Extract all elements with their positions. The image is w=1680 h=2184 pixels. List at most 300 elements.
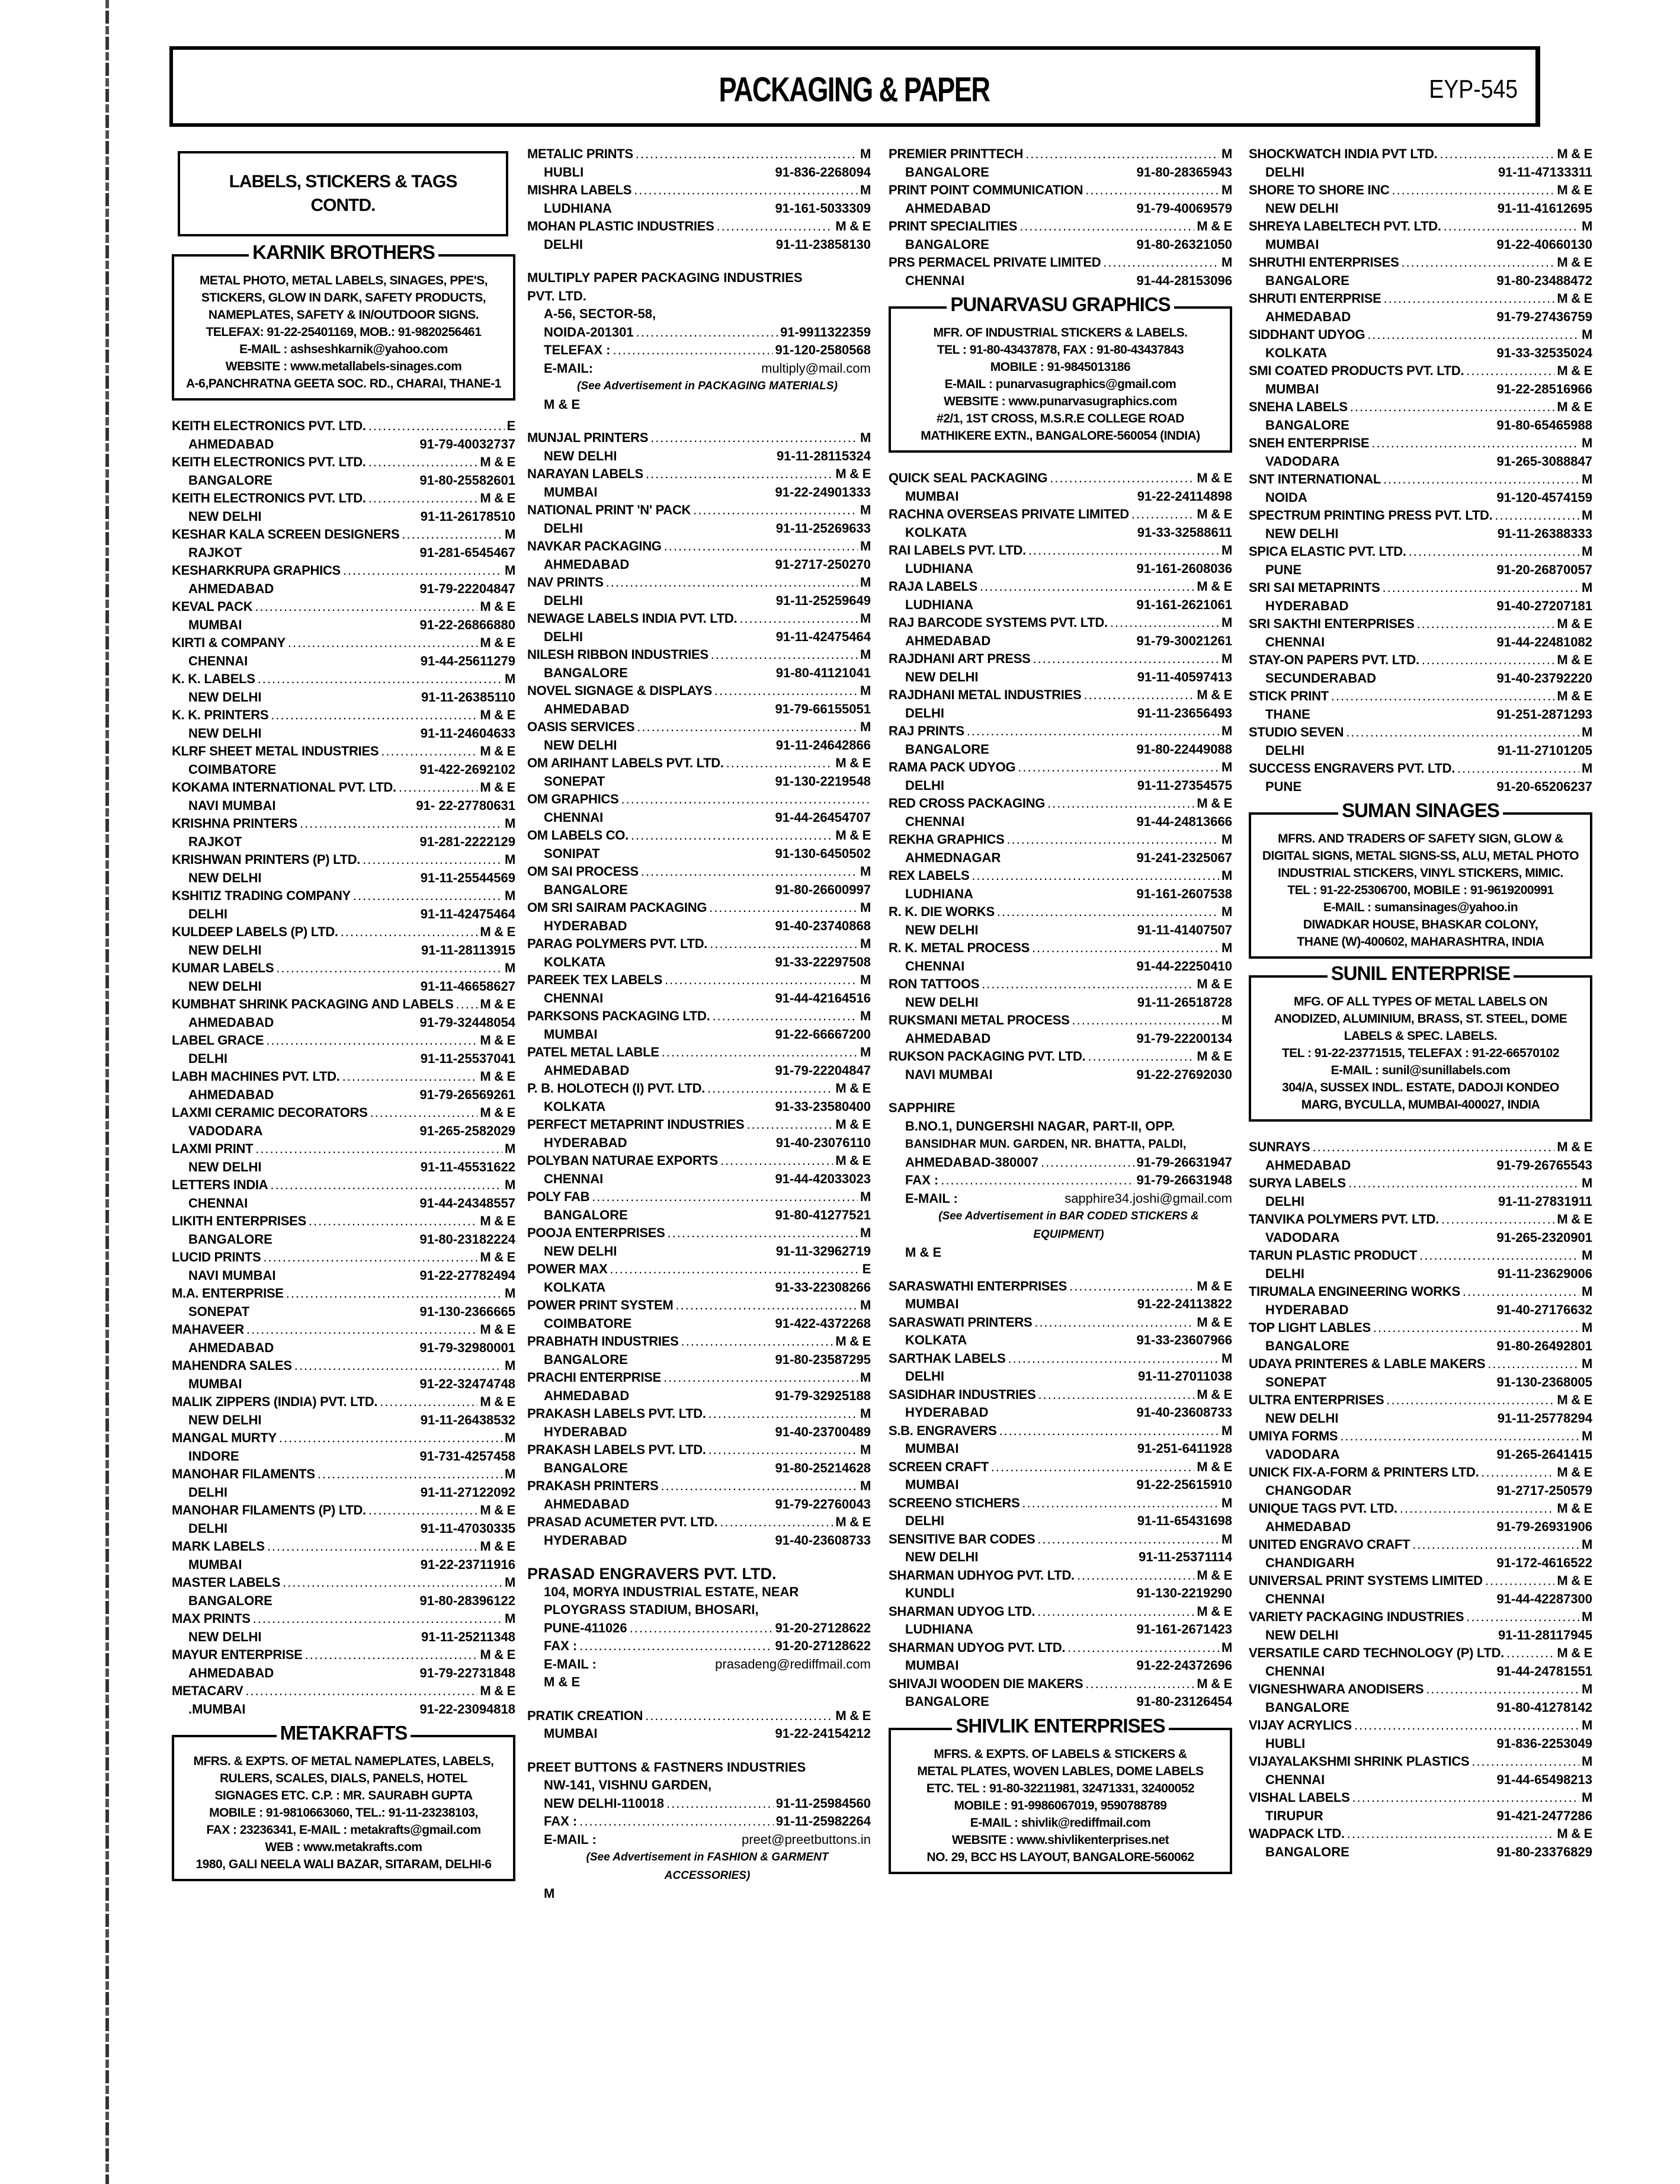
listing-entry: [172, 1285, 515, 1321]
phone: 91-11-41407507: [1137, 922, 1232, 937]
listing-type: M & E: [1557, 1212, 1592, 1227]
entry-location-row: [1249, 633, 1592, 652]
leader-dots: [708, 1405, 858, 1423]
phone: 91-11-47133311: [1498, 164, 1592, 180]
phone: 91-11-46658627: [420, 978, 515, 994]
entry-location-row: [1249, 1771, 1592, 1789]
city: AHMEDABAD: [544, 556, 630, 572]
company-name: LIKITH ENTERPRISES: [172, 1213, 306, 1228]
leader-dots: [341, 923, 478, 942]
phone: 91-11-25537041: [420, 1051, 515, 1066]
entry-location-row: [172, 1303, 515, 1321]
leader-dots: [266, 1032, 477, 1050]
listing-entry: [889, 867, 1232, 903]
listing-type: M & E: [544, 1674, 581, 1689]
listing-entry: [527, 181, 871, 217]
company-name: STAY-ON PAPERS PVT. LTD.: [1249, 652, 1419, 667]
listing-type: M & E: [1197, 579, 1232, 594]
phone: 91-33-22308266: [775, 1279, 871, 1295]
listing-entry: [1249, 723, 1592, 760]
listing-entry: [172, 598, 515, 634]
leader-dots: [1083, 686, 1194, 704]
company-name: VARIETY PACKAGING INDUSTRIES: [1249, 1609, 1464, 1624]
ad-line: WEBSITE : www.punarvasugraphics.com: [944, 395, 1177, 408]
phone: 91-44-28153096: [1136, 273, 1232, 288]
city: CHENNAI: [544, 1171, 604, 1186]
leader-dots: [999, 1422, 1219, 1440]
entry-name-row: [172, 1357, 515, 1375]
listing-type: M: [860, 936, 871, 951]
leader-dots: [1485, 1572, 1554, 1590]
listing-type: M & E: [835, 1081, 871, 1096]
leader-dots: [1416, 615, 1554, 633]
listing-col3a: [889, 145, 1232, 290]
listing-type: M: [1581, 219, 1592, 233]
city: CHENNAI: [1265, 1663, 1325, 1679]
listing-entry: [172, 562, 515, 598]
entry-name-row: [527, 1188, 871, 1206]
entry-location-row: [172, 1448, 515, 1466]
address-line: 104, MORYA INDUSTRIAL ESTATE, NEAR: [544, 1584, 799, 1599]
phone: 91-40-23608733: [775, 1532, 871, 1548]
entry-location-row: [172, 1701, 515, 1719]
city: DELHI: [1265, 164, 1304, 180]
entry-name-row: [172, 1212, 515, 1231]
phone: 91-44-24813666: [1136, 814, 1232, 829]
city: RAJKOT: [188, 545, 242, 560]
company-name: POWER PRINT SYSTEM: [527, 1298, 674, 1312]
listing-entry: [172, 1212, 515, 1248]
entry-name-row: [527, 827, 871, 845]
entry-location-row: [889, 488, 1232, 506]
phone: 91- 22-27780631: [416, 798, 515, 813]
ad-line: MARG, BYCULLA, MUMBAI-400027, INDIA: [1301, 1098, 1540, 1112]
entry-location-row: [1249, 1301, 1592, 1320]
listing-entry: [527, 863, 871, 899]
leader-dots: [1050, 469, 1194, 488]
entry-name-row: [889, 469, 1232, 488]
company-name: RAJDHANI METAL INDUSTRIES: [889, 687, 1082, 702]
city: MUMBAI: [1265, 236, 1319, 252]
company-name: PAREEK TEX LABELS: [527, 972, 662, 987]
company-name: KEITH ELECTRONICS PVT. LTD.: [172, 491, 366, 505]
leader-dots: [363, 851, 502, 869]
leader-dots: [368, 453, 478, 472]
listing-entry: [889, 542, 1232, 578]
city: KOLKATA: [544, 1099, 606, 1114]
email-row: [527, 360, 871, 378]
entry-name-row: [527, 1369, 871, 1387]
listing-entry: [527, 1043, 871, 1080]
ad-line: TEL : 91-22-23771515, TELEFAX : 91-22-66570102: [1281, 1046, 1560, 1060]
ad-line: LABELS & SPEC. LABELS.: [1344, 1029, 1498, 1043]
listing-entry: [527, 217, 871, 254]
company-name: VIJAY ACRYLICS: [1249, 1718, 1352, 1733]
city: NEW DELHI-110018: [544, 1795, 664, 1811]
listing-type: M: [1221, 723, 1232, 738]
city: HUBLI: [544, 164, 584, 180]
city: TIRUPUR: [1265, 1808, 1323, 1823]
city: NEW DELHI: [544, 1243, 617, 1258]
leader-dots: [343, 562, 502, 580]
company-name: PATEL METAL LABLE: [527, 1045, 659, 1059]
entry-name-row: [889, 795, 1232, 813]
company-name: PRAKASH PRINTERS: [527, 1478, 659, 1493]
company-name: VISHAL LABELS: [1249, 1790, 1350, 1805]
phone: 91-80-23376829: [1496, 1844, 1592, 1859]
leader-dots: [693, 501, 858, 520]
entry-name-row: [527, 429, 871, 447]
company-name: TARUN PLASTIC PRODUCT: [1249, 1248, 1418, 1263]
column-2: [527, 145, 871, 1919]
listing-col4b: [1249, 1138, 1592, 1861]
leader-dots: [1383, 579, 1579, 597]
company-name: KUMAR LABELS: [172, 960, 274, 975]
listing-type: M & E: [1557, 1465, 1592, 1480]
leader-dots: [667, 1224, 857, 1242]
leader-dots: [1348, 1174, 1579, 1193]
leader-dots: [1419, 1247, 1579, 1265]
ad-karnik-brothers: [172, 241, 515, 401]
company-name: PRAKASH LABELS PVT. LTD.: [527, 1406, 706, 1421]
entry-location-row: [172, 652, 515, 671]
entry-name-row: [889, 758, 1232, 777]
phone: 91-11-27831911: [1498, 1193, 1592, 1209]
entry-location-row: [889, 596, 1232, 614]
listing-entry: [1249, 579, 1592, 615]
email[interactable]: multiply@mail.com: [761, 360, 871, 376]
city: MUMBAI: [905, 488, 959, 504]
leader-dots: [1331, 687, 1555, 706]
ad-title: [1251, 962, 1590, 985]
listing-type: M: [504, 888, 515, 903]
entry-location-row: [889, 632, 1232, 651]
address-line: PLOYGRASS STADIUM, BHOSARI,: [544, 1602, 759, 1617]
listing-type: M & E: [480, 1105, 515, 1120]
listing-type: M & E: [1557, 291, 1592, 306]
listing-type: M & E: [480, 1213, 515, 1228]
city: SONEPAT: [188, 1304, 250, 1319]
listing-type: M & E: [1557, 363, 1592, 378]
phone: 91-422-2692102: [419, 761, 515, 777]
leader-dots: [631, 827, 833, 845]
phone: 91-11-25269633: [775, 520, 871, 536]
phone: 91-40-23076110: [775, 1135, 871, 1150]
phone: 91-79-22204847: [419, 581, 515, 596]
phone: 91-79-32980001: [419, 1340, 515, 1355]
phone: 91-11-23629006: [1497, 1266, 1592, 1281]
entry-name-row: [1249, 543, 1592, 561]
listing-type: M & E: [1197, 976, 1232, 991]
leader-dots: [1354, 1717, 1579, 1735]
city: AHMEDABAD: [544, 1388, 630, 1403]
listing-entry: [1249, 326, 1592, 362]
company-name: SHIVAJI WOODEN DIE MAKERS: [889, 1676, 1083, 1691]
entry-location-row: [172, 1050, 515, 1068]
leader-dots: [309, 1212, 478, 1231]
entry-name-row: [1249, 145, 1592, 164]
phone: 91-33-23607966: [1136, 1333, 1232, 1347]
listing-entry: [1249, 1391, 1592, 1427]
entry-location-row: [1249, 1482, 1592, 1500]
listing-type: M: [1581, 1176, 1592, 1190]
phone: 91-731-4257458: [419, 1448, 515, 1464]
listing-entry: [172, 526, 515, 562]
entry-name-row: [1249, 1608, 1592, 1626]
entry-name-row: [1249, 1427, 1592, 1446]
fax-label: FAX :: [544, 1814, 578, 1828]
listing-type: M: [860, 1225, 871, 1240]
leader-dots: [1034, 1314, 1194, 1332]
entry-location-row: [527, 989, 871, 1008]
ad-title: [891, 293, 1230, 316]
entry-name-row: [1249, 1644, 1592, 1663]
leader-dots: [1032, 939, 1219, 957]
listing-entry: [527, 1441, 871, 1477]
company-name: KOKAMA INTERNATIONAL PVT. LTD.: [172, 780, 396, 795]
listing-entry: [889, 505, 1232, 542]
ad-line: WEB : www.metakrafts.com: [265, 1840, 422, 1854]
ad-line: DIWADKAR HOUSE, BHASKAR COLONY,: [1303, 918, 1538, 931]
company-name: S.B. ENGRAVERS: [889, 1423, 997, 1438]
entry-location-row: [889, 1295, 1232, 1314]
city: BANGALORE: [1265, 1338, 1349, 1353]
listing-type: M & E: [480, 1647, 515, 1662]
ad-title-text: SUMAN SINAGES: [1338, 799, 1503, 821]
listing-entry: [172, 1538, 515, 1574]
entry-location-row: [889, 704, 1232, 723]
leader-dots: [1495, 507, 1579, 525]
phone: 91-80-28396122: [419, 1593, 515, 1608]
listing-type: M & E: [1557, 1392, 1592, 1407]
entry-name-row: [527, 610, 871, 628]
email[interactable]: prasadeng@rediffmail.com: [715, 1656, 871, 1671]
listing-type: M & E: [1557, 1573, 1592, 1588]
city: KOLKATA: [905, 524, 967, 540]
company-name: SRI SAKTHI ENTERPRISES: [1249, 616, 1415, 631]
leader-dots: [997, 903, 1219, 921]
listing-type: M: [1581, 508, 1592, 523]
email[interactable]: sapphire34.joshi@gmail.com: [1065, 1190, 1232, 1206]
company-name: KESHAR KALA SCREEN DESIGNERS: [172, 527, 400, 542]
phone: 91-80-23587295: [775, 1352, 871, 1367]
leader-dots: [681, 1333, 833, 1351]
entry-name-row: [889, 722, 1232, 741]
entry-location-row: [172, 1520, 515, 1538]
ad-line: E-MAIL : ashseshkarnik@yahoo.com: [239, 342, 448, 356]
phone: 91-22-26866880: [419, 617, 515, 632]
entry-location-row: [527, 1170, 871, 1189]
entry-location-row: [172, 1628, 515, 1647]
listing-type: M: [860, 502, 871, 517]
phone: 91-11-26388333: [1497, 526, 1592, 541]
entry-name-row: [527, 1260, 871, 1279]
entry-name-row: [889, 1675, 1232, 1693]
phone: 91-281-2222129: [419, 834, 515, 849]
company-name: SHARMAN UDHYOG PVT. LTD.: [889, 1567, 1075, 1583]
phone: 91-130-2366665: [419, 1304, 515, 1319]
phone: 91-22-25615910: [1136, 1477, 1232, 1492]
entry-location-row: [527, 1351, 871, 1369]
company-name: PRASAD ENGRAVERS PVT. LTD.: [527, 1565, 777, 1583]
page-header: [169, 46, 1540, 127]
phone: 91-11-25544569: [420, 870, 515, 885]
entry-location-row: [172, 905, 515, 924]
leader-dots: [353, 887, 502, 905]
entry-location-row: [1249, 453, 1592, 471]
listing-type: M: [544, 1886, 555, 1901]
city: AHMEDABAD: [188, 1340, 274, 1355]
city: DELHI: [1265, 1266, 1304, 1281]
leader-dots: [606, 574, 858, 592]
ad-line: WEBSITE : www.shivlikenterprises.net: [951, 1833, 1169, 1847]
entry-location-row: [527, 1062, 871, 1080]
city: MUMBAI: [188, 1557, 242, 1572]
city: DELHI: [188, 906, 227, 921]
entry-name-row: [1249, 1391, 1592, 1410]
email-label: E-MAIL :: [544, 1656, 597, 1671]
listing-entry: [889, 145, 1232, 181]
company-name: SIDDHANT UDYOG: [1249, 327, 1365, 342]
phone: 91-11-24604633: [420, 725, 515, 741]
city: PUNE-411026: [544, 1620, 627, 1635]
company-name: KEITH ELECTRONICS PVT. LTD.: [172, 454, 366, 469]
company-name: M.A. ENTERPRISE: [172, 1286, 284, 1301]
listing-type: M: [860, 647, 871, 662]
listing-entry: [889, 975, 1232, 1011]
leader-dots: [592, 1188, 858, 1206]
company-name: OASIS SERVICES: [527, 719, 635, 734]
entry-location-row: [527, 1387, 871, 1405]
company-name: VIJAYALAKSHMI SHRINK PLASTICS: [1249, 1754, 1470, 1769]
company-name: NOVEL SIGNAGE & DISPLAYS: [527, 683, 712, 698]
entry-name-row: [172, 1068, 515, 1086]
listing-type: M: [860, 575, 871, 590]
entry-name-row: [527, 537, 871, 556]
ad-line: TEL : 91-80-43437878, FAX : 91-80-43437843: [937, 343, 1184, 357]
entry-location-row: [1249, 1807, 1592, 1826]
city: SONEPAT: [1265, 1374, 1327, 1389]
listing-type: M & E: [480, 744, 515, 758]
entry-name-row: [527, 1043, 871, 1062]
entry-location-row: [172, 508, 515, 526]
company-name: UDAYA PRINTERES & LABLE MAKERS: [1249, 1356, 1486, 1371]
entry-name-row: [889, 686, 1232, 704]
phone: 91-22-24901333: [775, 484, 871, 499]
entry-name-row: [172, 634, 515, 652]
city: BANGALORE: [544, 1207, 628, 1222]
entry-name-row: [172, 815, 515, 833]
entry-location-row: [172, 580, 515, 598]
company-name: POOJA ENTERPRISES: [527, 1225, 665, 1240]
listing-type: M: [1581, 1320, 1592, 1335]
leader-dots: [255, 1140, 502, 1158]
ad-line: MOBILE : 91-9845013186: [990, 360, 1131, 374]
listing-type: M & E: [1557, 146, 1592, 161]
entry-name-row: [889, 1603, 1232, 1621]
listing-type: M: [504, 852, 515, 867]
entry-name-row: [1249, 760, 1592, 778]
listing-entry: [889, 1530, 1232, 1567]
phone: 91-9911322359: [780, 324, 871, 340]
ad-line: 1980, GALI NEELA WALI BAZAR, SITARAM, DELHI-6: [195, 1858, 492, 1871]
city: DELHI: [188, 1520, 227, 1536]
entry-name-row: [527, 574, 871, 592]
ad-line: DIGITAL SIGNS, METAL SIGNS-SS, ALU, METAL PHOTO: [1262, 849, 1579, 863]
email[interactable]: preet@preetbuttons.in: [741, 1831, 871, 1847]
ad-line: ETC. TEL : 91-80-32211981, 32471331, 32400052: [926, 1781, 1195, 1795]
entry-location-row: [172, 1267, 515, 1285]
entry-name-row: [172, 1285, 515, 1303]
leader-dots: [283, 1574, 502, 1592]
leader-dots: [1444, 217, 1579, 236]
entry-name-row: [172, 851, 515, 869]
entry-name-row: [1249, 615, 1592, 633]
entry-name-row: [1249, 1536, 1592, 1554]
phone: 91-44-42287300: [1496, 1591, 1592, 1606]
listing-type: M & E: [480, 635, 515, 650]
entry-name-row: [889, 505, 1232, 524]
entry-name-row: [172, 742, 515, 761]
entry-location-row: [1249, 1663, 1592, 1681]
entry-location-row: [527, 736, 871, 755]
company-name: SENSITIVE BAR CODES: [889, 1531, 1035, 1546]
entry-location-row: [889, 1657, 1232, 1675]
company-name: SHARMAN UDYOG LTD.: [889, 1603, 1035, 1619]
ad-line: MFR. OF INDUSTRIAL STICKERS & LABELS.: [933, 326, 1188, 340]
listing-type: M: [504, 671, 515, 686]
leader-dots: [1025, 145, 1219, 164]
phone: 91-22-24113822: [1137, 1296, 1232, 1311]
entry-location-row: [1249, 597, 1592, 616]
company-name: PRINT POINT COMMUNICATION: [889, 182, 1083, 197]
phone: 91-79-40032737: [419, 436, 515, 451]
entry-name-row: [889, 1639, 1232, 1657]
entry-location-row: [889, 813, 1232, 831]
company-name: KEVAL PACK: [172, 599, 253, 614]
fax: 91-79-26631948: [1136, 1173, 1232, 1187]
entry-location-row: [527, 1098, 871, 1116]
entry-name-row: [889, 1048, 1232, 1066]
listing-entry: [527, 429, 871, 465]
company-name: LAXMI PRINT: [172, 1141, 254, 1156]
company-name: R. K. DIE WORKS: [889, 904, 995, 919]
company-name: VIGNESHWARA ANODISERS: [1249, 1682, 1424, 1696]
phone: 91-20-65206237: [1496, 779, 1592, 794]
entry-location-row: [1249, 200, 1592, 218]
listing-type: M: [860, 1370, 871, 1385]
entry-name-row: [527, 1333, 871, 1351]
entry-name-row: [172, 417, 515, 435]
listing-entry: [889, 686, 1232, 722]
entry-name-row: [1249, 1500, 1592, 1518]
section-heading: [178, 151, 508, 236]
city: LUDHIANA: [905, 886, 973, 901]
fax-row: [527, 1812, 871, 1831]
city: MUMBAI: [905, 1296, 959, 1311]
listing-entry: [172, 1682, 515, 1718]
leader-dots: [1412, 1536, 1579, 1554]
entry-name-row: [172, 995, 515, 1014]
ad-line: E-MAIL : shivlik@rediffmail.com: [970, 1815, 1151, 1830]
phone: 91-79-26631947: [1136, 1154, 1232, 1170]
ad-body: [1255, 830, 1586, 950]
entry-name-row: [527, 971, 871, 989]
leader-dots: [980, 578, 1194, 596]
city: NEW DELHI: [905, 669, 979, 684]
entry-name-row: [172, 1610, 515, 1628]
city: MUMBAI: [544, 1726, 598, 1741]
